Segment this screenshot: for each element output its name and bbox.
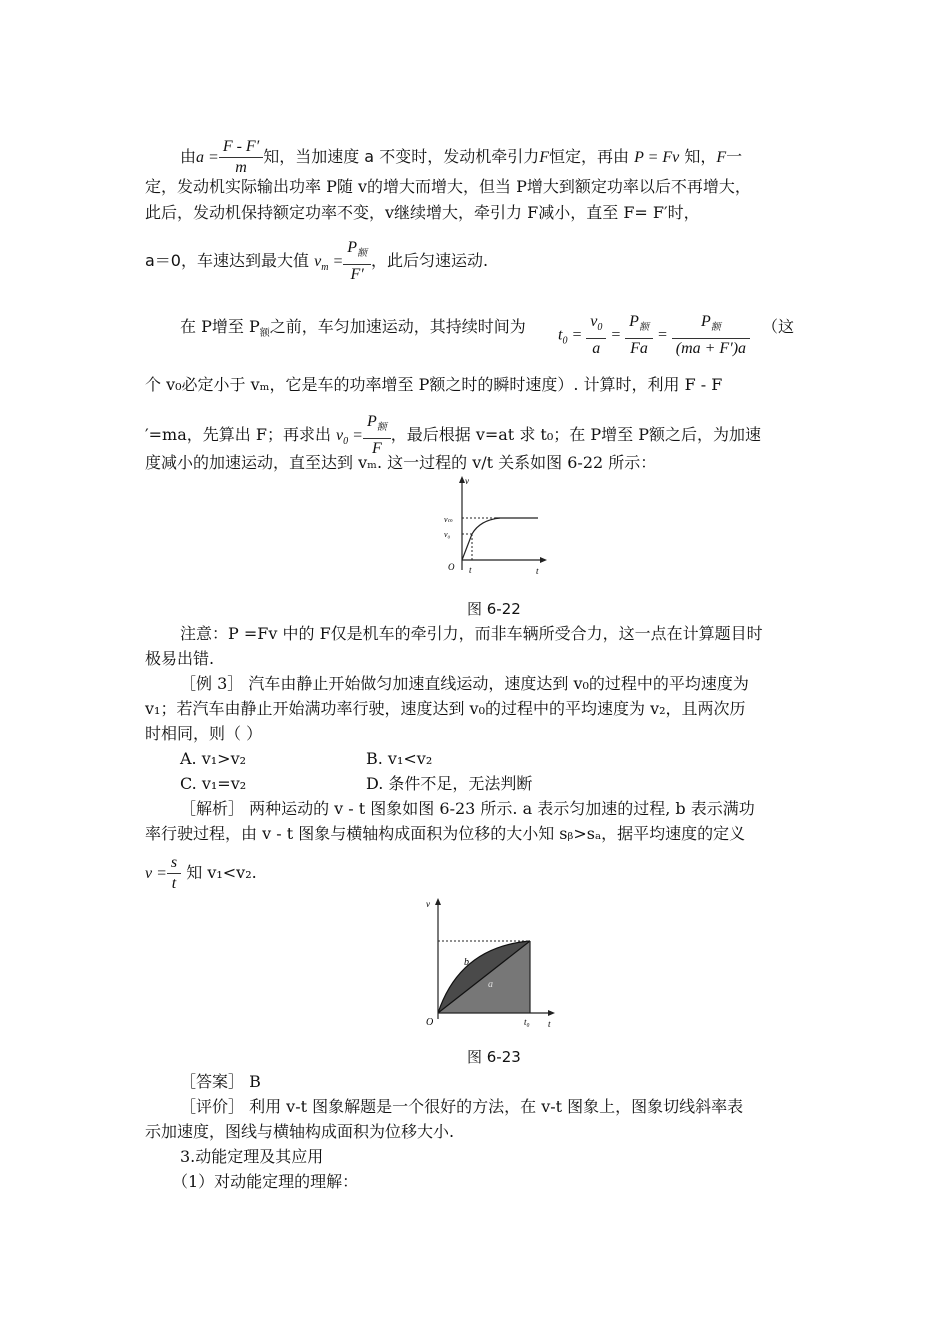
- p2-line3: ′=ma，先算出 F；再求出 $v_0$ = $\frac{P_额}{F}$ ，最后根据 v=at 求 t₀；在 P增至 P额之后，为加速: [145, 413, 761, 458]
- fig2-origin-label: O: [426, 1017, 434, 1028]
- analysis-line1: ［解析］ 两种运动的 v - t 图象如图 6-23 所示. a 表示匀加速的过程, b 表示满功: [180, 799, 755, 818]
- note-line2: 极易出错.: [145, 649, 215, 668]
- comment-line2: 示加速度，图线与横轴构成面积为位移大小.: [145, 1122, 455, 1141]
- figure-6-23: [420, 895, 560, 1030]
- example-line2: v₁；若汽车由静止开始满功率行驶，速度达到 v₀的过程中的平均速度为 v₂，且两次历: [145, 699, 746, 718]
- fig2-t0-label: t₀: [524, 1017, 530, 1027]
- p1-line2: 定，发动机实际输出功率 P随 v的增大而增大，但当 P增大到额定功率以后不再增大，: [145, 177, 751, 196]
- p1-frac-lhs: a =: [196, 149, 219, 166]
- fig2-caption: 图 6-23: [467, 1048, 521, 1066]
- fig2-label-b: b: [464, 957, 469, 968]
- fig2-axis-v-label: v: [426, 899, 430, 909]
- example-line3: 时相同，则（ ）: [145, 724, 263, 743]
- fig1-linear-segment: [462, 534, 472, 560]
- v0-fraction: $\frac{P_额}{F}$: [363, 412, 391, 459]
- fig2-v-arrow: [435, 898, 441, 905]
- p2-line1: 在 P增至 $P_额$之前，车匀加速运动，其持续时间为: [180, 317, 526, 340]
- p2-paren: （这: [762, 317, 795, 336]
- p2-line2: 个 v₀必定小于 vₘ，它是车的功率增至 P额之时的瞬时速度）. 计算时，利用 F - F: [145, 375, 723, 394]
- comment-line1: ［评价］ 利用 v-t 图象解题是一个很好的方法，在 v-t 图象上，图象切线斜率表: [180, 1097, 744, 1116]
- option-b: B. v₁<v₂: [366, 749, 433, 768]
- p1-fraction: $\frac{F - F'}{m}$: [219, 137, 263, 178]
- fig1-origin-label: O: [448, 562, 455, 572]
- fig1-curve: [472, 518, 500, 534]
- p1-line3: 此后，发动机保持额定功率不变，v继续增大，牵引力 F减小，直至 F= F′时，: [145, 203, 700, 222]
- section-subtitle: （1）对动能定理的理解：: [172, 1172, 359, 1191]
- fig2-axis-t-label: t: [548, 1019, 551, 1029]
- fig2-label-a: a: [488, 979, 493, 990]
- option-a: A. v₁>v₂: [180, 749, 247, 768]
- t0-frac-1: $\frac{v_0}{a}$: [586, 312, 606, 359]
- fig1-vm-label: vₘ: [444, 515, 453, 524]
- fig1-axis-t-label: t: [536, 566, 539, 576]
- fig1-t0-label: t: [469, 565, 472, 575]
- fig1-caption: 图 6-22: [467, 600, 521, 618]
- t0-equation: $t_0$ = $\frac{v_0}{a}$ = $\frac{P_额}{Fa}$ = $\frac{P_额}{(ma + F')a}$: [558, 312, 750, 359]
- p1-line4: a＝0，车速达到最大值 $v_m$ = $\frac{P_额}{F'}$ ，此后匀速运动.: [145, 239, 489, 284]
- t0-frac-3: $\frac{P_额}{(ma + F')a}$: [672, 312, 750, 359]
- option-c: C. v₁=v₂: [180, 774, 247, 793]
- p1-line1: 由a = $\frac{F - F'}{m}$ 知，当加速度 a 不变时，发动机牵引力F恒定，再由 P = Fv 知，F一: [180, 138, 743, 176]
- section-title: 3.动能定理及其应用: [180, 1147, 324, 1166]
- note-line1: 注意：P =Fv 中的 F仅是机车的牵引力，而非车辆所受合力，这一点在计算题目时: [180, 624, 763, 643]
- option-d: D. 条件不足，无法判断: [366, 774, 533, 793]
- fig1-axis-v-label: v: [465, 476, 469, 486]
- vm-fraction: $\frac{P_额}{F'}$: [343, 238, 371, 285]
- fig1-t-arrow: [540, 557, 547, 563]
- t0-frac-2: $\frac{P_额}{Fa}$: [625, 312, 653, 359]
- figure-6-22: [440, 474, 550, 584]
- p2-line4: 度减小的加速运动，直至达到 vₘ. 这一过程的 v/t 关系如图 6-22 所示：: [145, 453, 657, 472]
- fig1-v0-label: v₀: [444, 530, 451, 539]
- example-line1: ［例 3］ 汽车由静止开始做匀加速直线运动，速度达到 v₀的过程中的平均速度为: [180, 674, 749, 693]
- analysis-line2: 率行驶过程，由 v - t 图象与横轴构成面积为位移的大小知 sᵦ>sₐ，据平均速度的定义: [145, 824, 746, 843]
- answer-line: ［答案］ B: [180, 1072, 261, 1091]
- analysis-line3: v = $\frac{s}{t}$ 知 v₁<v₂.: [145, 854, 257, 892]
- fig2-t-arrow: [548, 1010, 555, 1016]
- avg-velocity-fraction: $\frac{s}{t}$: [167, 853, 181, 894]
